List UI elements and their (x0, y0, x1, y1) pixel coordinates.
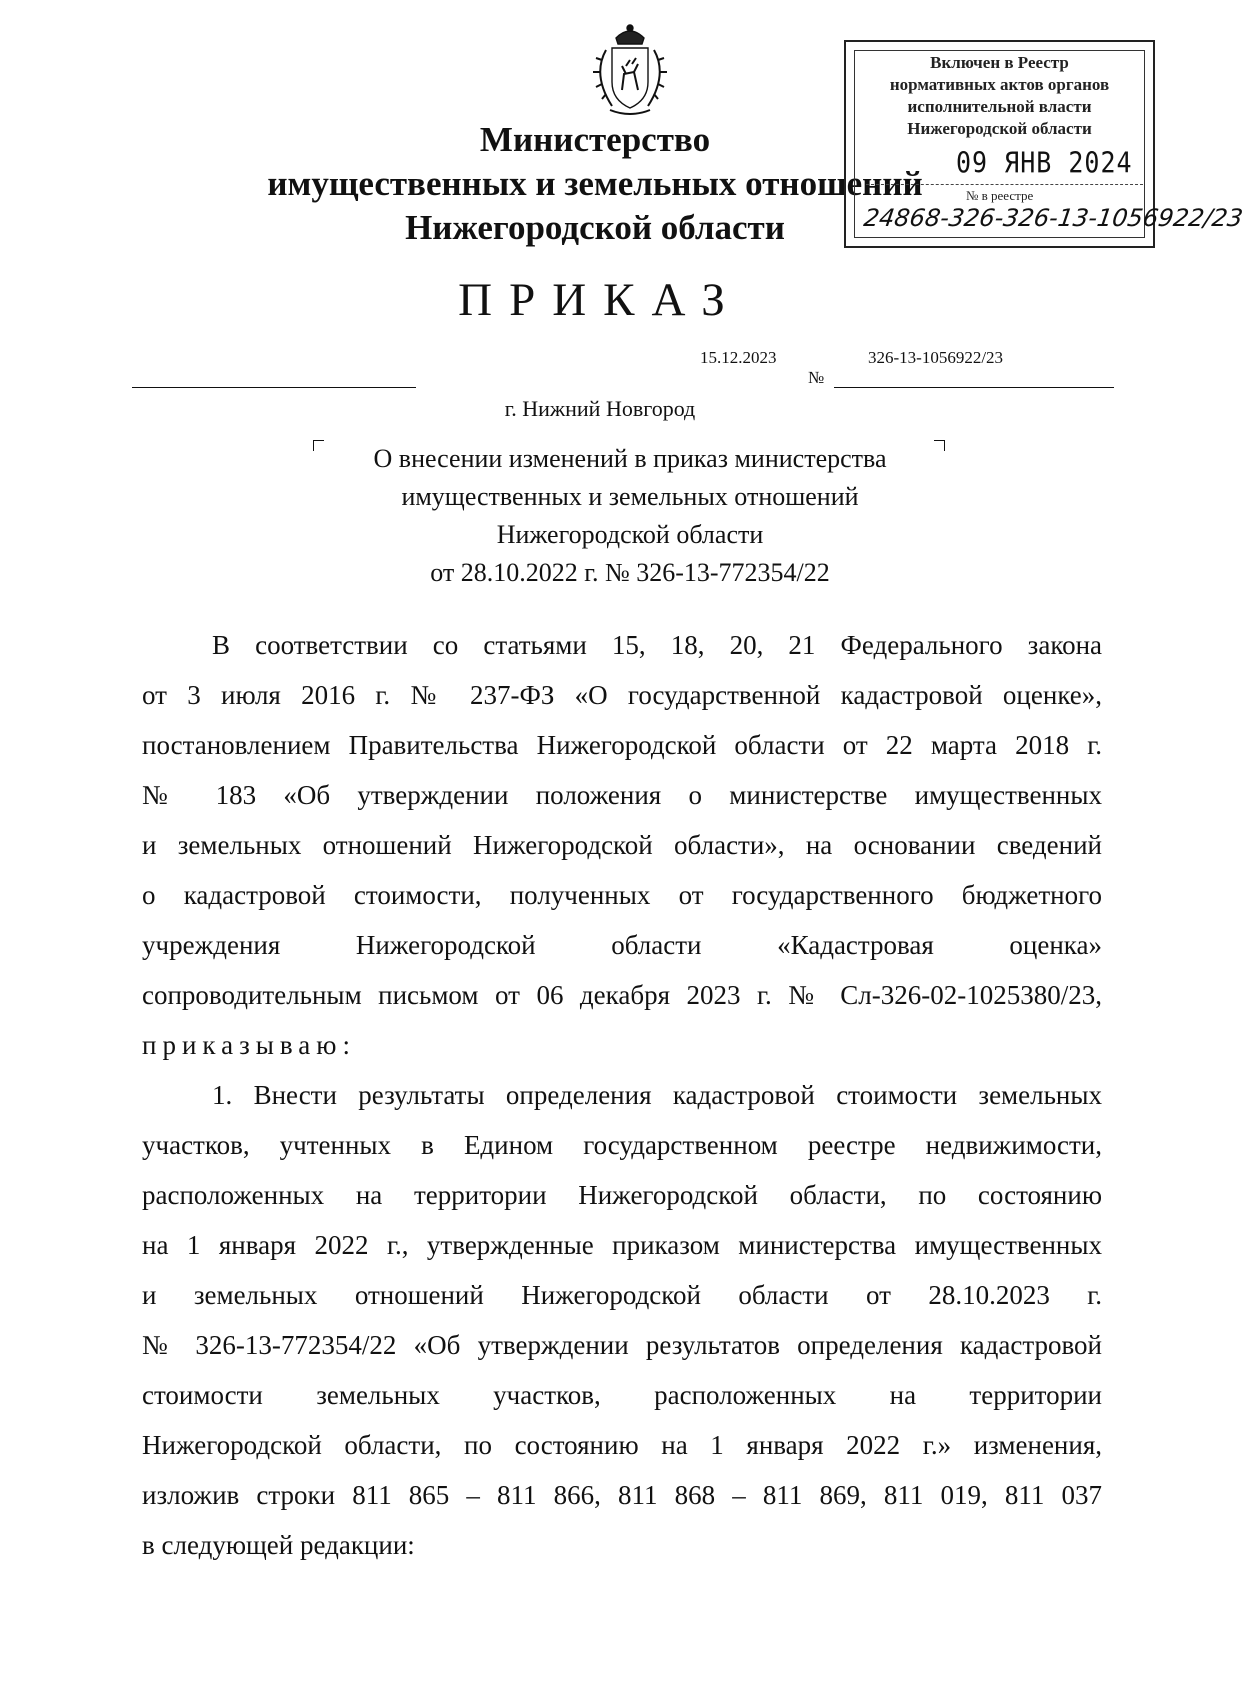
ministry-line-1: Министерство (479, 120, 711, 159)
body-line: В соответствии со статьями 15, 18, 20, 21 Федерального закона (212, 630, 1102, 660)
body-line: учреждения Нижегородской области «Кадастровая оценка» (142, 930, 1102, 960)
body-line: участков, учтенных в Едином государственном реестре недвижимости, (142, 1130, 1102, 1160)
stamp-text (846, 52, 1153, 140)
body-line: в следующей редакции: (142, 1530, 415, 1560)
subject-line-4: от 28.10.2022 г. № 326-13-772354/22 (430, 558, 830, 587)
subject-line-2: имущественных и земельных отношений (401, 482, 859, 511)
document-number: 326-13-1056922/23 (868, 348, 1004, 367)
number-sign: № (808, 368, 825, 387)
stamp-date: 09 ЯНВ 2024 (956, 145, 1133, 180)
body-line: изложив строки 811 865 – 811 866, 811 868 – 811 869, 811 019, 811 037 (142, 1480, 1102, 1510)
body-line: постановлением Правительства Нижегородской области от 22 марта 2018 г. (142, 730, 1102, 760)
stamp-line-3: исполнительной власти (907, 97, 1092, 116)
document-city: г. Нижний Новгород (504, 396, 696, 421)
date-underline (132, 387, 416, 388)
body-line: 1. Внести результаты определения кадастровой стоимости земельных (212, 1080, 1102, 1110)
number-underline (834, 387, 1114, 388)
coat-of-arms-icon (582, 20, 678, 120)
body-line: от 3 июля 2016 г. № 237-ФЗ «О государственной кадастровой оценке», (142, 680, 1102, 710)
stamp-line-1: Включен в Реестр (930, 53, 1069, 72)
body-line: расположенных на территории Нижегородской области, по состоянию (142, 1180, 1102, 1210)
body-line: и земельных отношений Нижегородской области», на основании сведений (142, 830, 1102, 860)
subject-line-1: О внесении изменений в приказ министерства (373, 444, 887, 473)
body-line: стоимости земельных участков, расположенных на территории (142, 1380, 1102, 1410)
body-line-prikazyvayu: приказываю: (142, 1030, 356, 1060)
stamp-divider (866, 184, 1143, 185)
body-line: Нижегородской области, по состоянию на 1 января 2022 г.» изменения, (142, 1430, 1102, 1460)
body-line: на 1 января 2022 г., утвержденные приказом министерства имущественных (142, 1230, 1102, 1260)
stamp-line-2: нормативных актов органов (889, 75, 1110, 94)
ministry-line-2: имущественных и земельных отношений (267, 164, 923, 203)
document-title: ПРИКАЗ (458, 274, 742, 326)
registry-stamp (844, 40, 1245, 248)
body-line: сопроводительным письмом от 06 декабря 2023 г. № Сл-326-02-1025380/23, (142, 980, 1102, 1010)
document-subject (300, 440, 960, 592)
stamp-reg-label: № в реестре (966, 188, 1034, 203)
document-date: 15.12.2023 (700, 348, 777, 367)
body-line: и земельных отношений Нижегородской области от 28.10.2023 г. (142, 1280, 1102, 1310)
stamp-line-4: Нижегородской области (907, 119, 1092, 138)
ministry-header (255, 118, 935, 250)
stamp-reg-number: 24868-326-326-13-1056922/23 (862, 204, 1245, 232)
document-body (142, 620, 1102, 1570)
subject-line-3: Нижегородской области (496, 520, 764, 549)
ministry-line-3: Нижегородской области (405, 208, 785, 247)
body-line: № 183 «Об утверждении положения о министерстве имущественных (142, 780, 1102, 810)
body-line: № 326-13-772354/22 «Об утверждении результатов определения кадастровой (142, 1330, 1102, 1360)
body-line: о кадастровой стоимости, полученных от государственного бюджетного (142, 880, 1102, 910)
